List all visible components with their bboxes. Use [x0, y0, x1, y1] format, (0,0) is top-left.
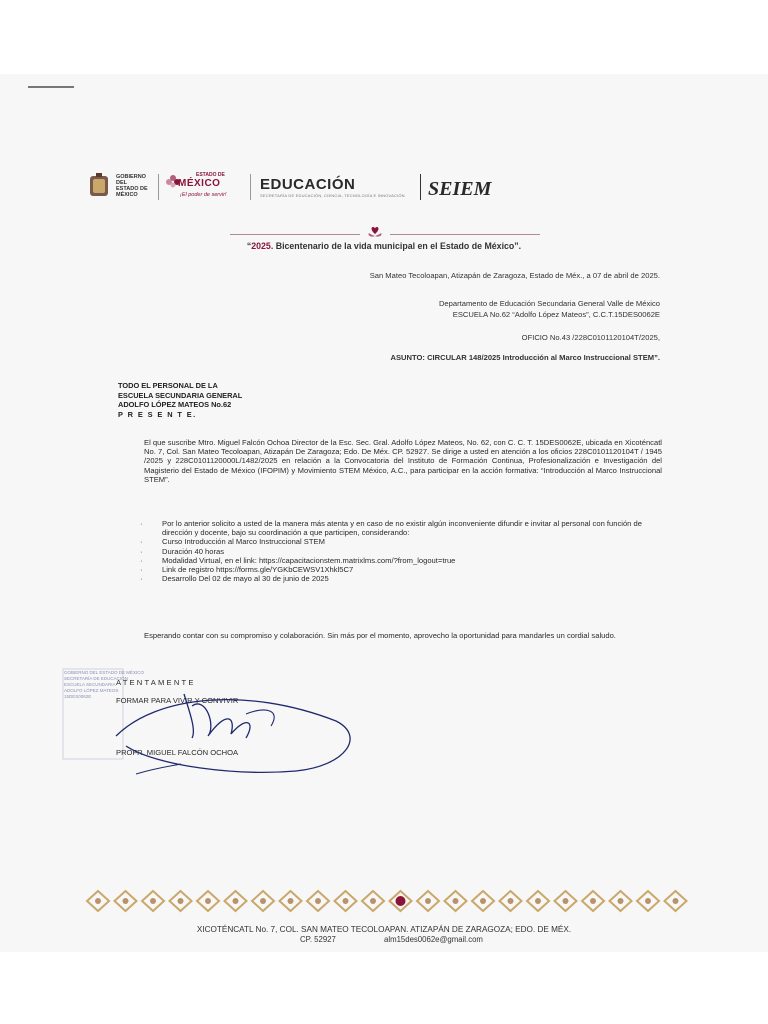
stamp-text: GOBIERNO DEL ESTADO DE MÉXICO SECRETARÍA DE EDUCACIÓN ESCUELA SECUNDARIA ADOLFO LÓPEZ MATEOS 15DES0062E — [64, 670, 145, 699]
divider-right — [390, 234, 540, 235]
ornamental-border — [84, 889, 694, 913]
ornament-dot — [150, 898, 156, 904]
atentamente: ATENTAMENTE — [116, 678, 196, 687]
school-line: ESCUELA No.62 “Adolfo López Mateos”, C.C.T.15DES0062E — [452, 310, 660, 319]
divider-left — [230, 234, 360, 235]
list-item: · Por lo anterior solicito a usted de la manera más atenta y en caso de no existir algún inconveniente difundir e invitar al personal con función de dirección y docente, bajo su coordinación a que participen, considerando: — [140, 519, 642, 538]
year-motto: “2025. Bicentenario de la vida municipal en el Estado de México”. — [246, 241, 522, 251]
ornament-dot — [178, 898, 184, 904]
department-line: Departamento de Educación Secundaria General Valle de México — [438, 299, 660, 308]
ornament-dot — [288, 898, 294, 904]
list-item: · Curso Introducción al Marco Instruccional STEM — [140, 537, 325, 547]
state-seal-icon — [88, 172, 110, 200]
ornament-dot — [315, 898, 321, 904]
edomex-logo — [166, 170, 246, 204]
ornament-dot — [590, 898, 596, 904]
bullet-list — [140, 519, 662, 583]
place-date: San Mateo Tecoloapan, Atizapán de Zaragoza, Estado de Méx., a 07 de abril de 2025. — [369, 271, 660, 280]
list-item: · Duración 40 horas — [140, 546, 225, 556]
addressee-line: ESCUELA SECUNDARIA GENERAL — [118, 390, 243, 400]
asunto-line: ASUNTO: CIRCULAR 148/2025 Introducción al Marco Instruccional STEM”. — [390, 353, 660, 362]
signer-name: PROFR. MIGUEL FALCÓN OCHOA — [116, 748, 239, 757]
header-separator — [158, 174, 159, 200]
letterhead — [88, 170, 688, 210]
ornament-dot — [453, 898, 459, 904]
addressee-line: TODO EL PERSONAL DE LA — [118, 381, 218, 390]
ornament-dot — [535, 898, 541, 904]
ornament-dot — [343, 898, 349, 904]
education-title: EDUCACIÓN — [260, 176, 356, 193]
body-paragraph-text: El que suscribe Mtro. Miguel Falcón Ochoa Director de la Esc. Sec. Gral. Adolfo López Mateos, No. 62, con C. C. T. 15DES0062E, ubicada en Xicoténcatl No. 7, Col. San Mateo Tecoloapan, Atizapán De Zaragoza; Edo. De Méx. CP. 52927. Se dirige a usted en atención a los oficios 228C0101120104T / 1945 /2025 y 228C0101120000L/1482/2025 en relación a la Convocatoria del Instituto de Formación Continua, Profesionalización e Investigación del Magisterio del Estado de México (IFOPIM) y Movimiento STEM México, A.C., para participar en la acción formativa: “Introducción al Marco Instruccional STEM”. — [144, 438, 662, 484]
header-separator — [250, 174, 251, 200]
footer-email: alm15des0062e@gmail.com — [384, 935, 483, 944]
ornament-dot — [123, 898, 129, 904]
handwritten-signature — [96, 676, 366, 786]
addressee-block — [118, 381, 242, 419]
ornament-dot — [260, 898, 266, 904]
closing-paragraph — [118, 631, 662, 640]
body-paragraph — [118, 438, 662, 484]
footer-cp: CP. 52927 — [300, 935, 336, 944]
flower-divider-icon — [366, 226, 384, 240]
seiem-logo-text: SEIEM — [428, 178, 492, 200]
education-subtitle: SECRETARÍA DE EDUCACIÓN, CIENCIA, TECNOLOGÍA E INNOVACIÓN — [260, 193, 405, 198]
ornament-dot — [233, 898, 239, 904]
list-item: · Link de registro https://forms.gle/YGKbCEWSV1Xhkl5C7 — [140, 565, 354, 575]
oficio-number: OFICIO No.43 /228C0101120104T/2025, — [521, 333, 660, 342]
ornament-dot — [425, 898, 431, 904]
ornament-dot — [673, 898, 679, 904]
header-separator — [420, 174, 421, 200]
ornament-dot — [480, 898, 486, 904]
ornament-dot — [508, 898, 514, 904]
ornament-dot — [645, 898, 651, 904]
addressee-line: P R E S E N T E. — [118, 409, 197, 419]
ornament-dot — [396, 896, 406, 906]
edomex-small-text: ESTADO DE — [196, 172, 225, 178]
ornament-dot — [370, 898, 376, 904]
ornament-dot — [618, 898, 624, 904]
closing-paragraph-text: Esperando contar con su compromiso y colaboración. Sin más por el momento, aprovecho la oportunidad para mandarles un cordial saludo. — [144, 631, 616, 640]
government-label: GOBIERNO DEL ESTADO DE MÉXICO — [116, 174, 148, 198]
top-dash — [28, 86, 74, 88]
list-item: · Modalidad Virtual, en el link: https://capacitacionstem.matrixlms.com/?from_logout=true — [140, 555, 456, 565]
ornament-dot — [205, 898, 211, 904]
school-slogan: FORMAR PARA VIVIR Y CONVIVIR — [116, 696, 239, 705]
list-item: · Desarrollo Del 02 de mayo al 30 de junio de 2025 — [140, 574, 329, 584]
addressee-line: ADOLFO LÓPEZ MATEOS No.62 — [118, 400, 232, 410]
footer-address: XICOTÉNCATL No. 7, COL. SAN MATEO TECOLOAPAN. ATIZAPÁN DE ZARAGOZA; EDO. DE MÉX. — [196, 925, 572, 934]
edomex-big-text: MÉXICO — [178, 178, 221, 189]
ornament-dot — [563, 898, 569, 904]
ornament-dot — [95, 898, 101, 904]
edomex-slogan: ¡El poder de servir! — [180, 192, 227, 198]
